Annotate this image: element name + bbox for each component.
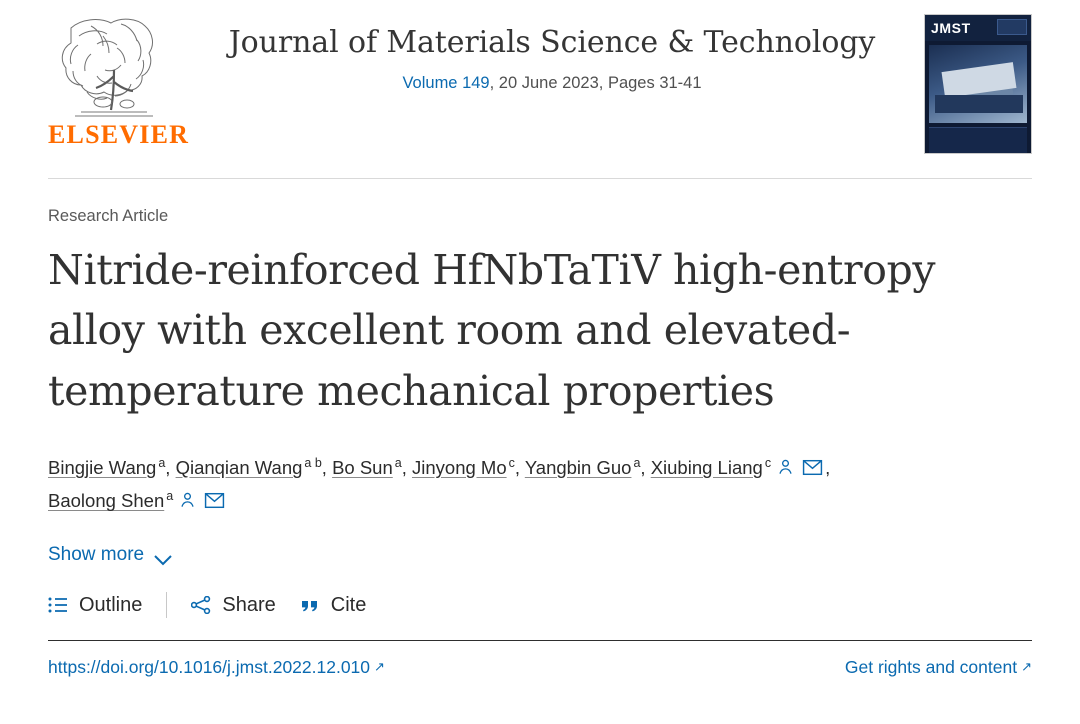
show-more-label: Show more	[48, 544, 145, 566]
cover-journal-abbrev: JMST	[925, 15, 1031, 41]
author-item[interactable]	[651, 457, 771, 478]
share-nodes-icon	[191, 596, 211, 614]
author-name[interactable]: Baolong Shen	[48, 490, 165, 512]
outline-button[interactable]	[48, 594, 166, 617]
header-divider	[48, 178, 1032, 179]
outline-list-icon	[48, 597, 68, 613]
share-button[interactable]	[167, 594, 299, 617]
cite-label: Cite	[330, 593, 367, 616]
journal-cover-thumbnail[interactable]	[924, 14, 1032, 154]
author-separator: ,	[825, 456, 831, 478]
author-item[interactable]	[176, 457, 322, 478]
elsevier-logo[interactable]	[48, 10, 190, 149]
cite-button[interactable]	[300, 594, 391, 617]
doi-row	[48, 657, 1032, 678]
doi-link[interactable]	[48, 657, 385, 678]
author-name[interactable]: Bo Sun	[332, 456, 393, 478]
quote-marks-icon	[300, 597, 320, 613]
get-rights-and-content-link[interactable]	[845, 657, 1032, 678]
author-name[interactable]: Qianqian Wang	[175, 456, 303, 478]
author-separator: ,	[640, 456, 651, 478]
page-title: Nitride-reinforced HfNbTaTiV high-entropy alloy with excellent room and elevated-temperature mechanical properties	[48, 246, 936, 415]
doi-text: https://doi.org/10.1016/j.jmst.2022.12.010	[48, 657, 371, 678]
author-affiliation: a	[166, 489, 174, 504]
author-separator: ,	[514, 456, 525, 478]
author-profile-icon[interactable]	[178, 490, 197, 509]
author-profile-icon[interactable]	[776, 457, 795, 476]
author-separator: ,	[165, 456, 176, 478]
share-label: Share	[222, 593, 276, 616]
author-list	[48, 451, 1032, 518]
cover-footer-band	[929, 127, 1027, 153]
elsevier-wordmark: ELSEVIER	[48, 120, 190, 149]
rights-text: Get rights and content	[844, 657, 1018, 678]
external-link-icon: ↗	[1021, 659, 1032, 675]
author-affiliation: a	[394, 455, 402, 470]
outline-label: Outline	[79, 593, 143, 616]
chevron-down-icon	[154, 550, 170, 560]
author-affiliation: a b	[304, 455, 322, 470]
volume-link[interactable]: Volume 149	[402, 73, 490, 92]
author-separator: ,	[401, 456, 412, 478]
author-affiliation: a	[633, 455, 641, 470]
footer-divider	[48, 640, 1032, 641]
author-item[interactable]	[525, 457, 641, 478]
author-separator: ,	[321, 456, 333, 478]
author-item[interactable]	[332, 457, 402, 478]
author-affiliation: a	[158, 455, 166, 470]
article-tools	[48, 592, 1032, 618]
journal-title-block	[180, 10, 924, 93]
journal-issue-meta	[190, 74, 914, 93]
journal-header	[48, 0, 1032, 170]
cover-badge	[997, 19, 1027, 35]
author-email-icon[interactable]	[802, 459, 823, 476]
author-name[interactable]: Jinyong Mo	[412, 456, 507, 478]
issue-date-pages: , 20 June 2023, Pages 31-41	[489, 73, 702, 92]
author-item[interactable]	[48, 490, 173, 511]
author-affiliation: c	[764, 455, 772, 470]
external-link-icon: ↗	[374, 659, 385, 675]
elsevier-tree-icon	[51, 14, 177, 120]
author-item[interactable]	[412, 457, 515, 478]
author-name[interactable]: Bingjie Wang	[48, 456, 157, 478]
author-name[interactable]: Yangbin Guo	[524, 456, 632, 478]
author-affiliation: c	[508, 455, 515, 470]
cover-artwork	[929, 45, 1027, 123]
journal-title[interactable]: Journal of Materials Science & Technology	[228, 25, 876, 60]
show-more-button[interactable]	[48, 544, 170, 566]
article-type-label: Research Article	[48, 207, 169, 225]
author-item[interactable]	[48, 457, 165, 478]
author-email-icon[interactable]	[204, 492, 225, 509]
author-name[interactable]: Xiubing Liang	[650, 456, 763, 478]
